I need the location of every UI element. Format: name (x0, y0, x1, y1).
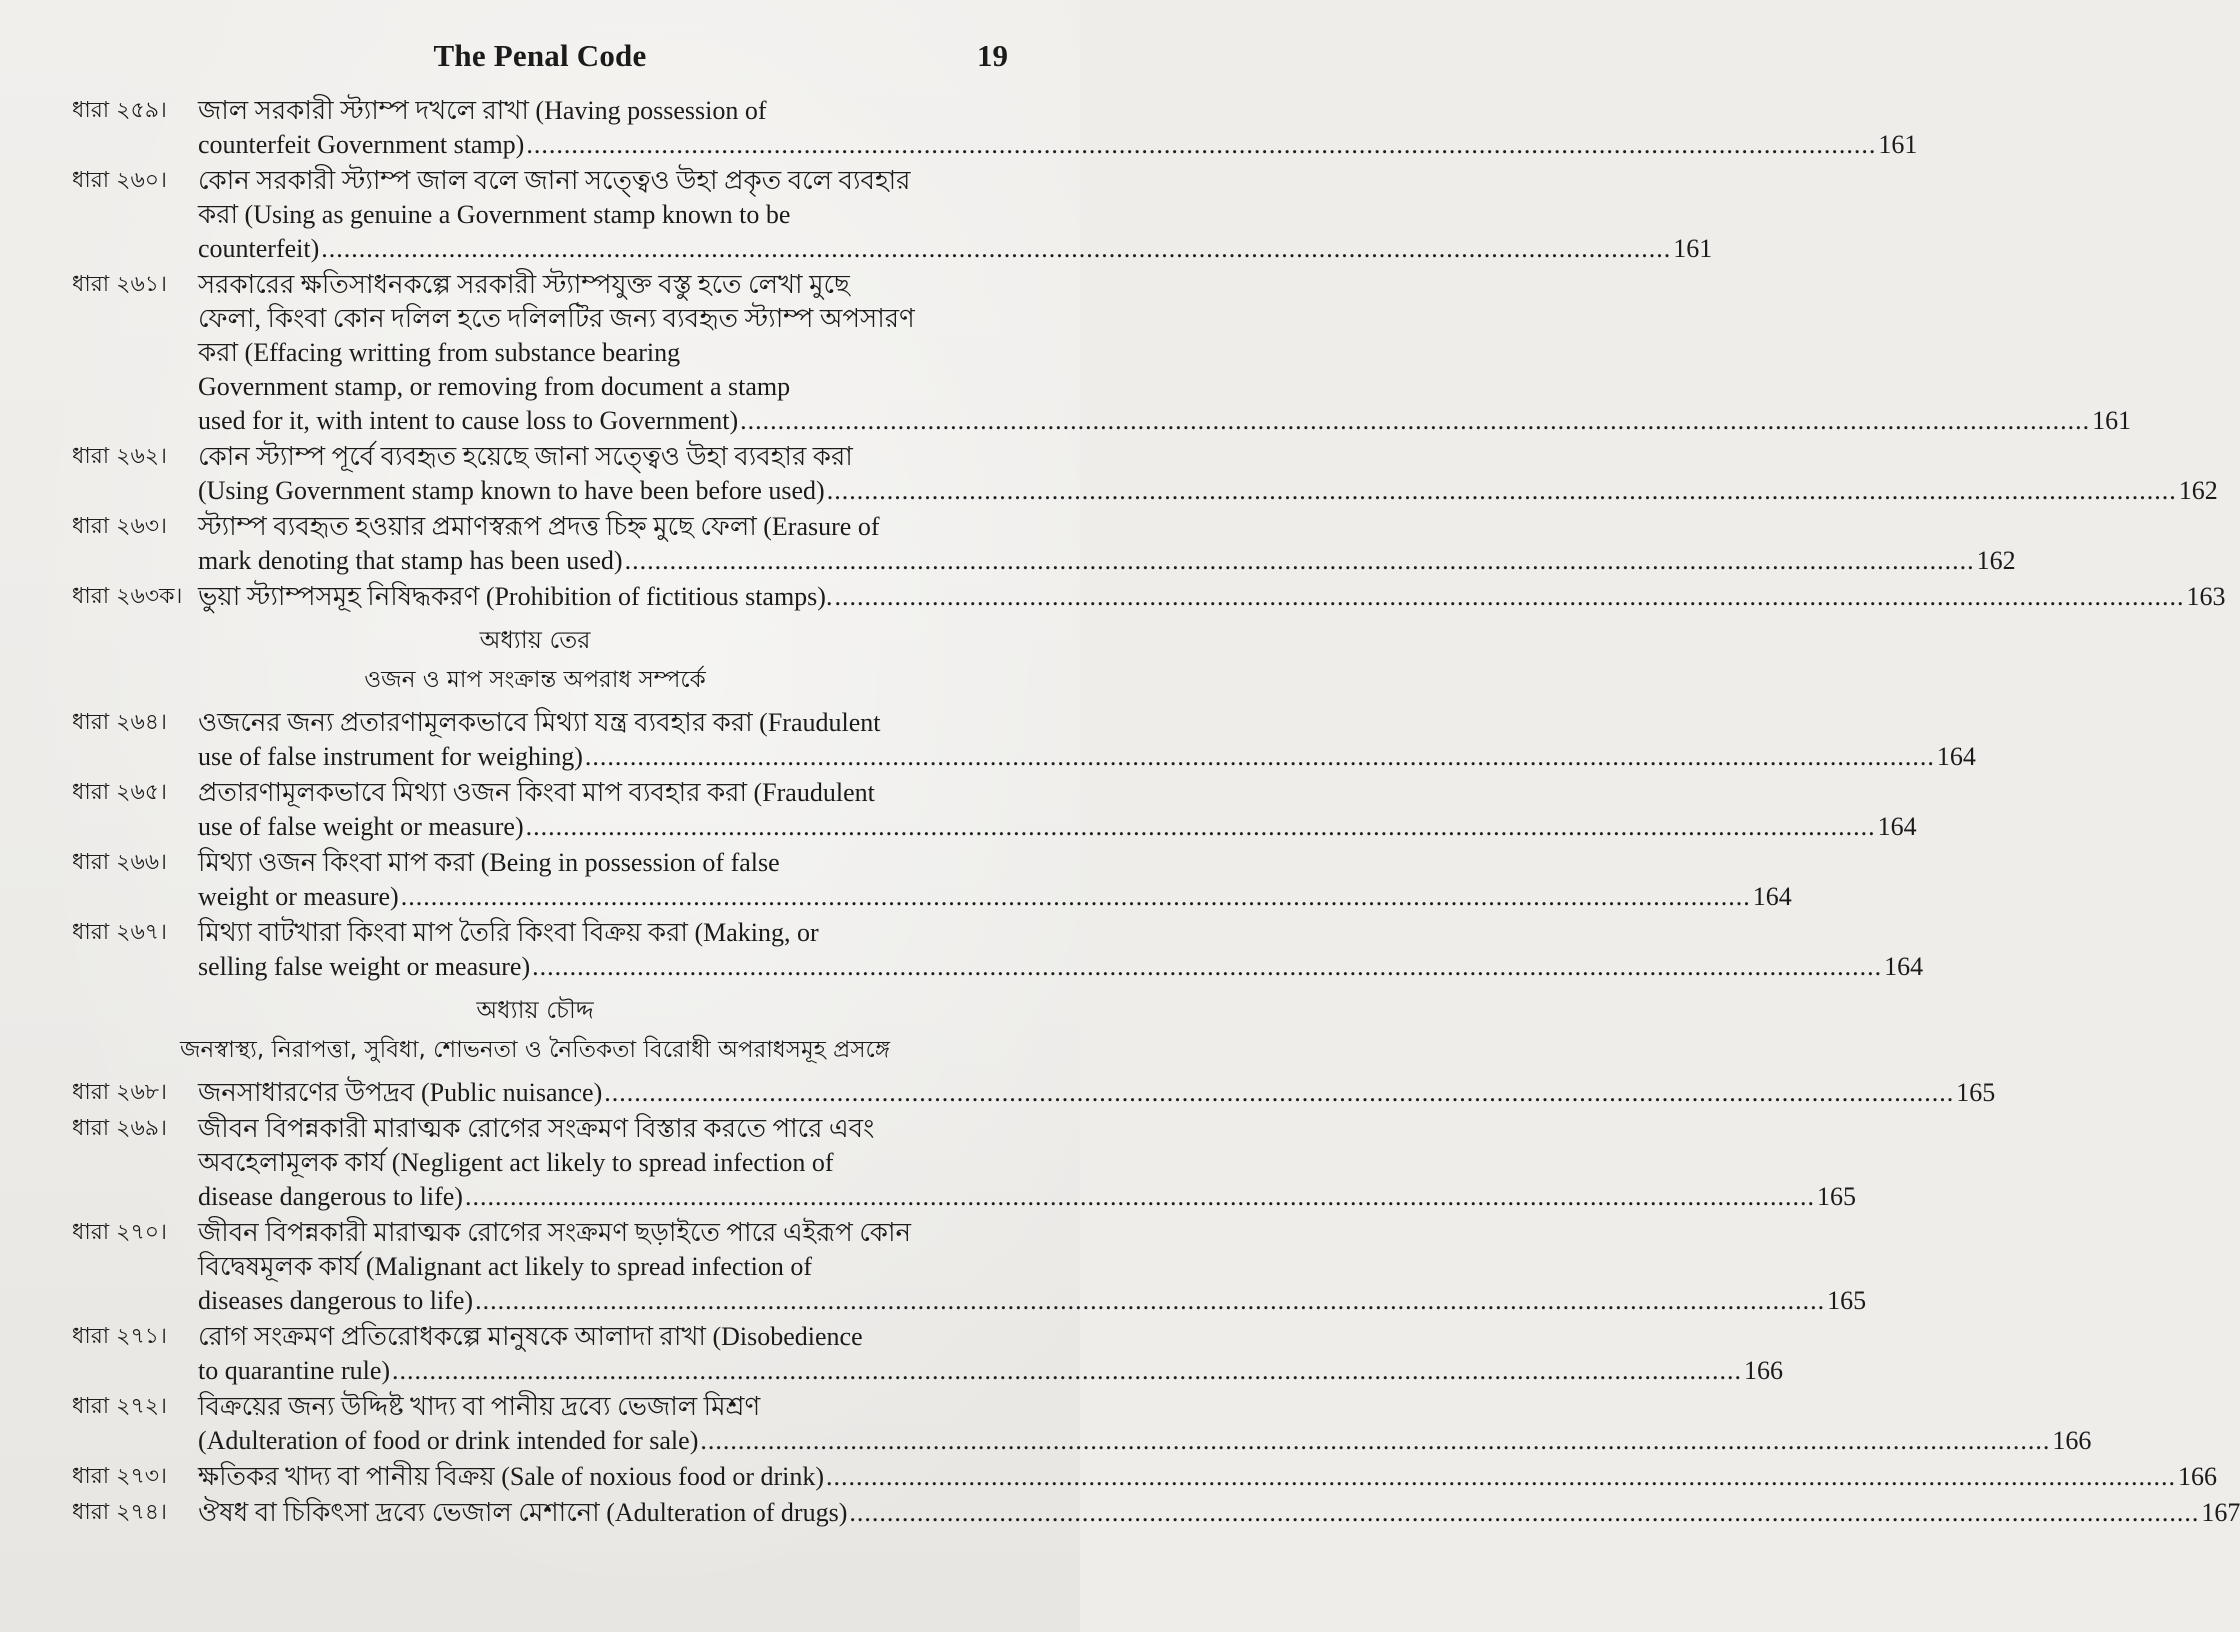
toc-entry (72, 164, 1713, 266)
toc-entry (72, 1112, 1856, 1214)
entry-line: (Adulteration of food or drink intended for sale) (198, 1426, 699, 1455)
section-number: ধারা ২৬৬। (72, 850, 167, 875)
entries-group-stamps (72, 94, 2226, 614)
toc-entry (72, 1390, 2092, 1458)
toc-entry (72, 1216, 1867, 1318)
entry-text (198, 510, 2016, 578)
entry-last-line (198, 474, 2218, 508)
entry-page-number: 166 (2178, 1462, 2218, 1491)
entry-text (198, 440, 2218, 508)
entry-line: weight or measure) (198, 882, 399, 911)
leader-dots (826, 1460, 2176, 1494)
entry-page-number: 164 (1936, 742, 1976, 771)
leader-dots (700, 1424, 2050, 1458)
entry-line: জীবন বিপন্নকারী মারাত্মক রোগের সংক্রমণ বিস্তার করতে পারে এবং (198, 1114, 875, 1143)
entry-page-number: 162 (2178, 476, 2218, 505)
leader-dots (625, 544, 1975, 578)
toc-entry (72, 1460, 2218, 1494)
entry-line: অবহেলামূলক কার্য (Negligent act likely to spread infection of (198, 1148, 834, 1177)
entry-last-line (198, 1496, 2240, 1530)
entry-line: প্রতারণামূলকভাবে মিথ্যা ওজন কিংবা মাপ ব্যবহার করা (Fraudulent (198, 778, 875, 807)
entry-last-line (198, 1076, 1995, 1110)
entry-line: জীবন বিপন্নকারী মারাত্মক রোগের সংক্রমণ ছড়াইতে পারে এইরূপ কোন (198, 1218, 912, 1247)
leader-dots (526, 128, 1876, 162)
entry-page-number: 165 (1816, 1182, 1856, 1211)
entry-line: ফেলা, কিংবা কোন দলিল হতে দলিলটির জন্য ব্যবহৃত স্ট্যাম্প অপসারণ (198, 304, 915, 333)
entry-page-number: 164 (1877, 812, 1917, 841)
leader-dots (321, 232, 1671, 266)
page-number: 19 (977, 38, 1008, 73)
leader-dots (526, 810, 1876, 844)
entry-line: করা (Effacing writting from substance bearing (198, 338, 681, 367)
entry-line: ক্ষতিকর খাদ্য বা পানীয় বিক্রয় (Sale of noxious food or drink) (198, 1462, 825, 1491)
section-number: ধারা ২৬২। (72, 444, 167, 469)
entries-group-weights (72, 706, 1976, 984)
entry-text (198, 268, 2131, 438)
section-number: ধারা ২৭৪। (72, 1500, 167, 1525)
entry-line: (Using Government stamp known to have been before used) (198, 476, 825, 505)
entry-text (198, 1460, 2217, 1494)
entry-line: কোন সরকারী স্ট্যাম্প জাল বলে জানা সত্ত্বেও উহা প্রকৃত বলে ব্যবহার (198, 166, 911, 195)
entry-last-line (198, 232, 1712, 266)
chapter-14-subheading: জনস্বাস্থ্য, নিরাপত্তা, সুবিধা, শোভনতা ও নৈতিকতা বিরোধী অপরাধসমূহ প্রসঙ্গে (179, 1037, 891, 1063)
section-number: ধারা ২৬৮। (72, 1080, 167, 1105)
entry-line: use of false weight or measure) (198, 812, 524, 841)
entry-page-number: 162 (1976, 546, 2016, 575)
entry-text (198, 1112, 1856, 1214)
toc-entry (72, 846, 1792, 914)
toc-entry (72, 440, 2218, 508)
leader-dots (834, 580, 2184, 614)
entry-last-line (198, 1460, 2217, 1494)
entry-page-number: 161 (2092, 406, 2132, 435)
entry-last-line (198, 740, 1976, 774)
leader-dots (465, 1180, 1815, 1214)
entry-text (198, 1320, 1783, 1388)
entry-line: disease dangerous to life) (198, 1182, 463, 1211)
table-of-contents (72, 94, 2240, 1532)
entry-last-line (198, 1354, 1783, 1388)
toc-entry (72, 510, 2016, 578)
entry-line: selling false weight or measure) (198, 952, 531, 981)
entry-last-line (198, 128, 1917, 162)
leader-dots (585, 740, 1935, 774)
entry-page-number: 164 (1884, 952, 1924, 981)
toc-entry (72, 94, 1918, 162)
entry-last-line (198, 880, 1792, 914)
leader-dots (401, 880, 1751, 914)
chapter-14-heading: অধ্যায় চৌদ্দ (476, 996, 594, 1024)
section-number: ধারা ২৭২। (72, 1394, 167, 1419)
toc-entry (72, 1496, 2240, 1530)
entry-text (198, 916, 1923, 984)
leader-dots (740, 404, 2090, 438)
entry-last-line (198, 950, 1923, 984)
entry-last-line (198, 544, 2016, 578)
entry-line: মিথ্যা ওজন কিংবা মাপ করা (Being in possession of false (198, 848, 780, 877)
entry-last-line (198, 1424, 2091, 1458)
leader-dots (849, 1496, 2199, 1530)
entry-line: counterfeit Government stamp) (198, 130, 525, 159)
leader-dots (475, 1284, 1825, 1318)
entry-last-line (198, 810, 1917, 844)
entry-page-number: 165 (1827, 1286, 1867, 1315)
entry-page-number: 161 (1878, 130, 1918, 159)
entry-page-number: 164 (1752, 882, 1792, 911)
page-header (72, 38, 1008, 82)
toc-entry (72, 776, 1917, 844)
entry-last-line (198, 580, 2225, 614)
entry-text (198, 1076, 1995, 1110)
toc-entry (72, 916, 1924, 984)
section-number: ধারা ২৬৫। (72, 780, 167, 805)
entry-line: করা (Using as genuine a Government stamp known to be (198, 200, 791, 229)
section-number: ধারা ২৭০। (72, 1220, 167, 1245)
entry-line: ভুয়া স্ট্যাম্পসমূহ নিষিদ্ধকরণ (Prohibition of fictitious stamps). (198, 582, 833, 611)
entry-line: বিদ্বেষমূলক কার্য (Malignant act likely to spread infection of (198, 1252, 813, 1281)
entry-line: use of false instrument for weighing) (198, 742, 583, 771)
section-number: ধারা ২৭১। (72, 1324, 167, 1349)
entries-group-public-health (72, 1076, 2240, 1530)
toc-entry (72, 706, 1976, 774)
entry-page-number: 165 (1956, 1078, 1996, 1107)
entry-page-number: 161 (1673, 234, 1713, 263)
toc-entry (72, 1320, 1784, 1388)
running-title: The Penal Code (433, 38, 647, 73)
entry-text (198, 846, 1792, 914)
chapter-13-subheading: ওজন ও মাপ সংক্রান্ত অপরাধ সম্পর্কে (364, 667, 706, 693)
entry-line: counterfeit) (198, 234, 320, 263)
section-number: ধারা ২৬৪। (72, 710, 167, 735)
section-number: ধারা ২৬৭। (72, 920, 167, 945)
section-number: ধারা ২৬৩ক। (72, 584, 183, 609)
entry-line: used for it, with intent to cause loss to Government) (198, 406, 739, 435)
toc-entry (72, 1076, 1996, 1110)
entry-line: Government stamp, or removing from document a stamp (198, 372, 791, 401)
entry-line: ওজনের জন্য প্রতারণামূলকভাবে মিথ্যা যন্ত্র ব্যবহার করা (Fraudulent (198, 708, 881, 737)
entry-text (198, 1216, 1866, 1318)
section-number: ধারা ২৬০। (72, 168, 167, 193)
toc-entry (72, 268, 2132, 438)
section-number: ধারা ২৭৩। (72, 1464, 167, 1489)
entry-last-line (198, 1180, 1856, 1214)
entry-line: স্ট্যাম্প ব্যবহৃত হওয়ার প্রমাণস্বরূপ প্রদত্ত চিহ্ন মুছে ফেলা (Erasure of (198, 512, 880, 541)
entry-page-number: 167 (2201, 1498, 2240, 1527)
entry-text (198, 1496, 2240, 1530)
entry-line: বিক্রয়ের জন্য উদ্দিষ্ট খাদ্য বা পানীয় দ্রব্যে ভেজাল মিশ্রণ (198, 1392, 761, 1421)
toc-entry (72, 580, 2226, 614)
entry-line: জনসাধারণের উপদ্রব (Public nuisance) (198, 1078, 603, 1107)
entry-line: কোন স্ট্যাম্প পূর্বে ব্যবহৃত হয়েছে জানা সত্ত্বেও উহা ব্যবহার করা (198, 442, 853, 471)
entry-text (198, 1390, 2091, 1458)
leader-dots (604, 1076, 1954, 1110)
leader-dots (827, 474, 2177, 508)
entry-page-number: 163 (2186, 582, 2226, 611)
entry-line: রোগ সংক্রমণ প্রতিরোধকল্পে মানুষকে আলাদা রাখা (Disobedience (198, 1322, 863, 1351)
entry-line: mark denoting that stamp has been used) (198, 546, 623, 575)
entry-line: diseases dangerous to life) (198, 1286, 474, 1315)
entry-last-line (198, 404, 2131, 438)
entry-text (198, 164, 1712, 266)
entry-page-number: 166 (2052, 1426, 2092, 1455)
entry-text (198, 580, 2225, 614)
entry-line: to quarantine rule) (198, 1356, 391, 1385)
section-number: ধারা ২৬৯। (72, 1116, 167, 1141)
section-number: ধারা ২৬১। (72, 272, 167, 297)
chapter-13-heading: অধ্যায় তের (479, 626, 591, 654)
entry-line: জাল সরকারী স্ট্যাম্প দখলে রাখা (Having possession of (198, 96, 767, 125)
entry-line: মিথ্যা বাটখারা কিংবা মাপ তৈরি কিংবা বিক্রয় করা (Making, or (198, 918, 819, 947)
entry-line: সরকারের ক্ষতিসাধনকল্পে সরকারী স্ট্যাম্পযুক্ত বস্তু হতে লেখা মুছে (198, 270, 850, 299)
entry-text (198, 706, 1976, 774)
entry-text (198, 776, 1917, 844)
entry-page-number: 166 (1744, 1356, 1784, 1385)
section-number: ধারা ২৫৯। (72, 98, 167, 123)
entry-line: ঔষধ বা চিকিৎসা দ্রব্যে ভেজাল মেশানো (Adulteration of drugs) (198, 1498, 848, 1527)
leader-dots (532, 950, 1882, 984)
entry-last-line (198, 1284, 1866, 1318)
leader-dots (392, 1354, 1742, 1388)
section-number: ধারা ২৬৩। (72, 514, 167, 539)
entry-text (198, 94, 1917, 162)
